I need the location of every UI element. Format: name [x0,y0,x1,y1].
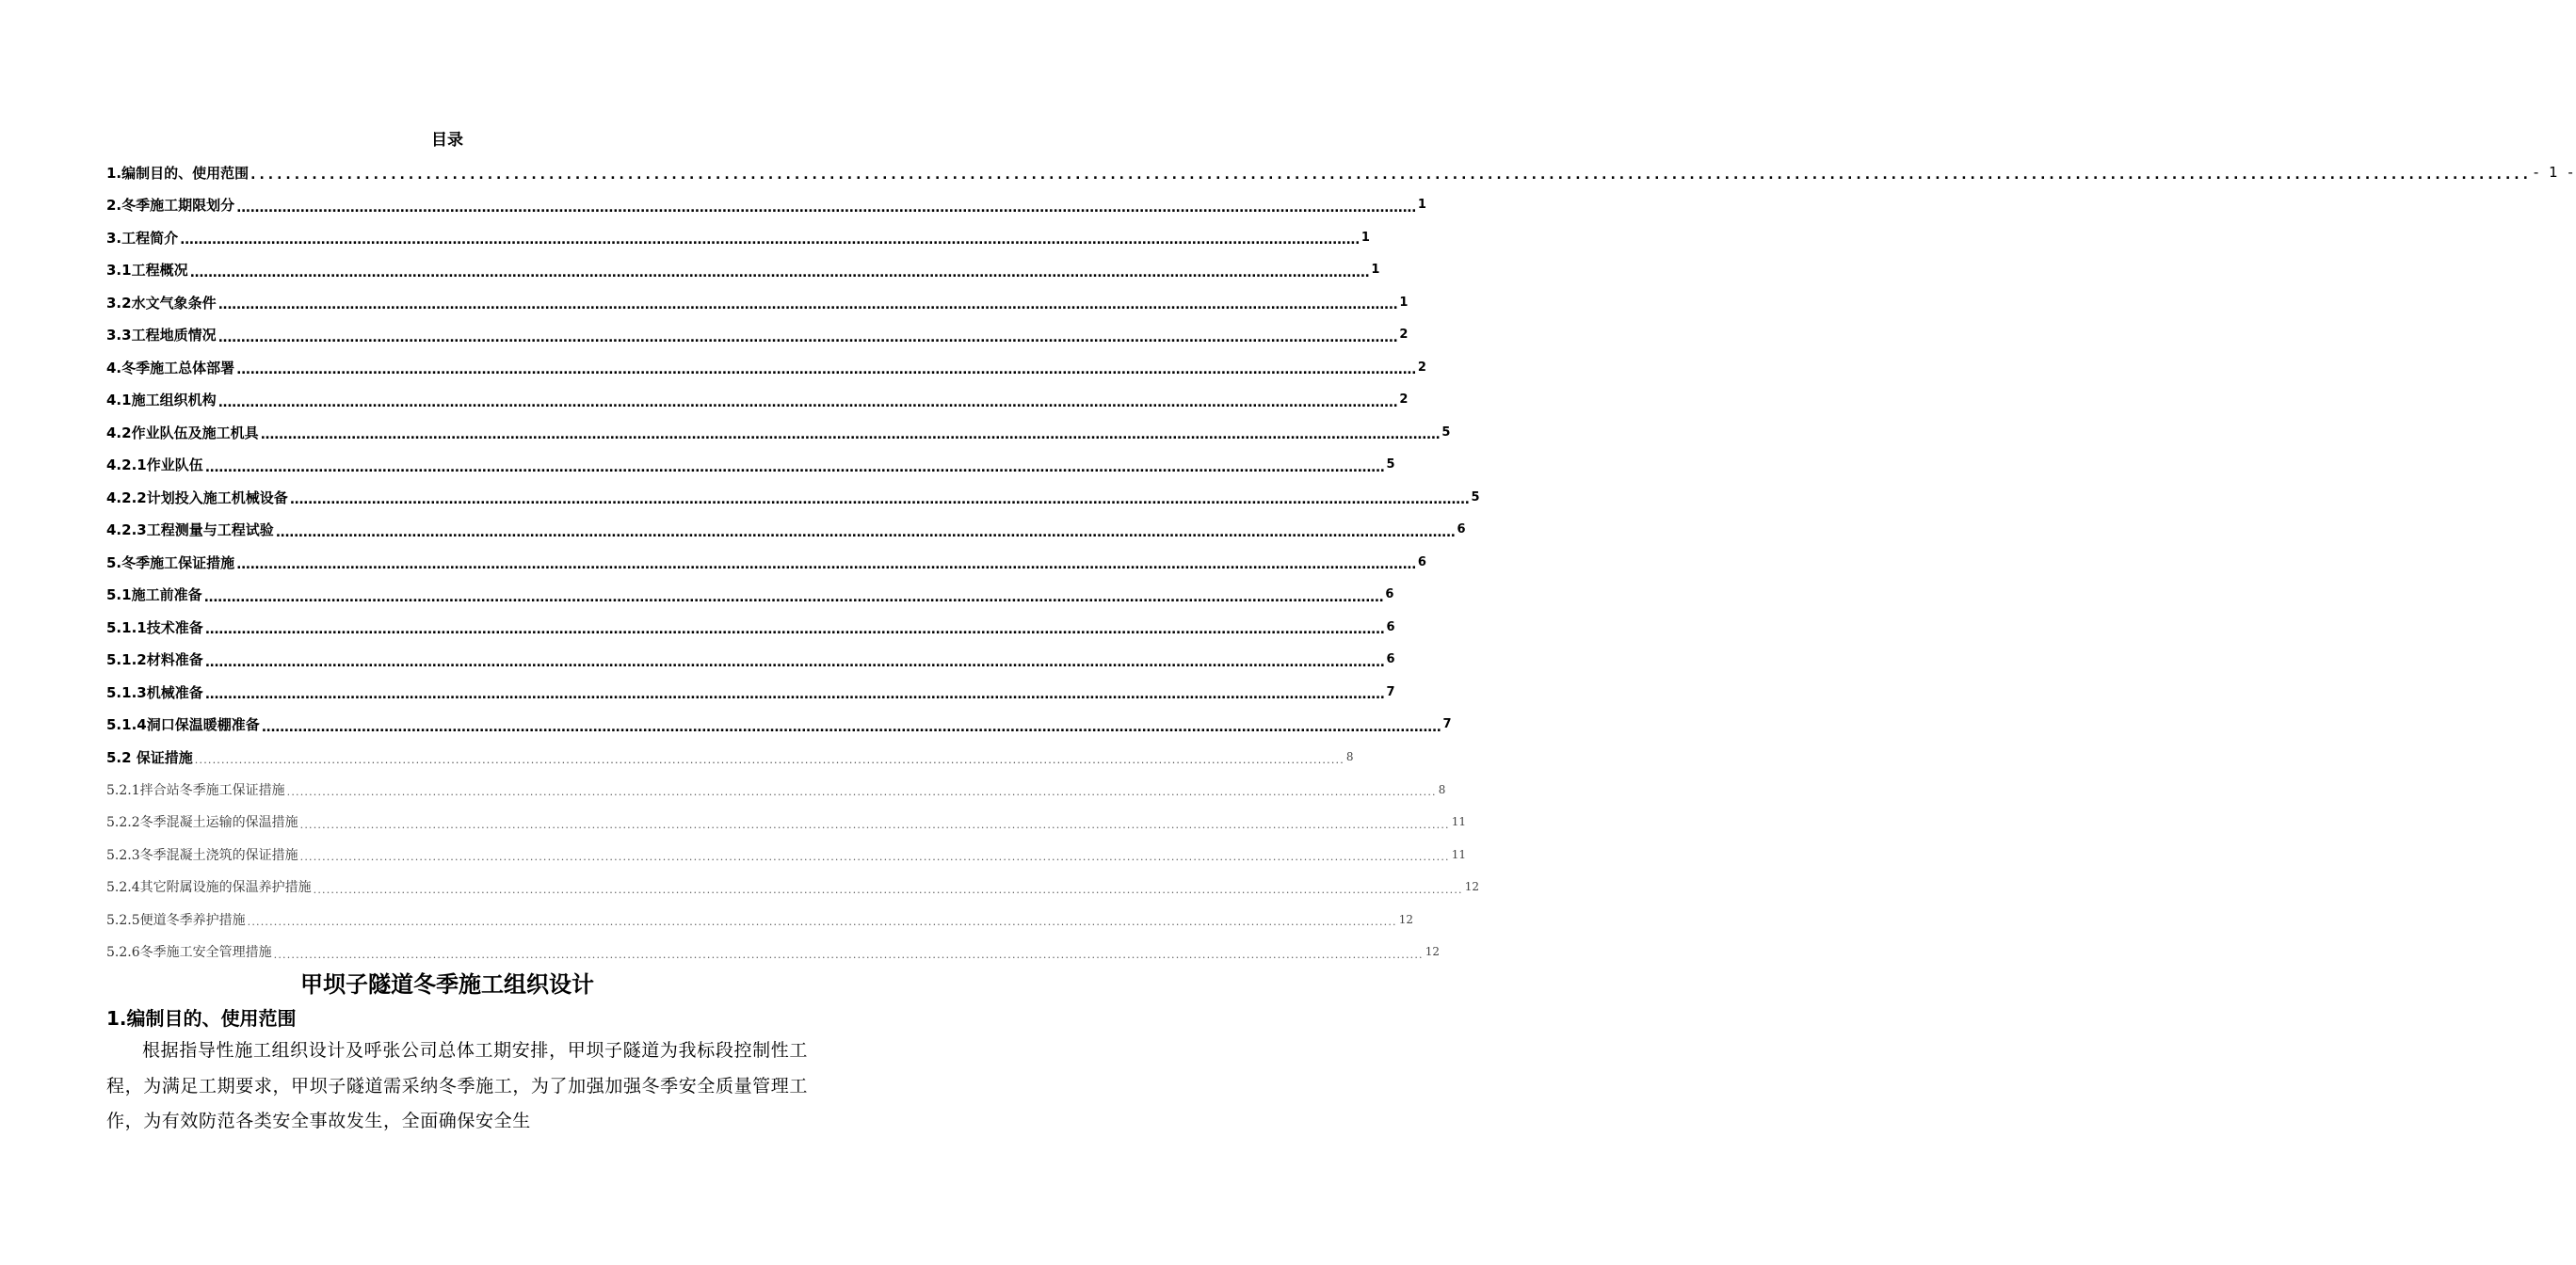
toc-entry-page: 7 [1442,717,1452,732]
toc-entry-label: 5.冬季施工保证措施 [106,553,235,571]
toc-dot-leader: .................................................................................................................................................................................................................................................................... [260,427,1441,443]
toc-title: 目录 [431,131,463,150]
toc-entry-page: 8 [1345,750,1354,764]
toc-entry[interactable] [106,449,1395,482]
toc-entry-label: 4.2.2计划投入施工机械设备 [106,488,288,506]
toc-dot-leader: .................................................................................................................................................................................................................................................................... [217,329,1398,345]
toc-entry[interactable] [106,579,1394,612]
toc-entry-page: 6 [1386,619,1395,634]
toc-entry[interactable] [106,481,1480,514]
toc-entry-page: 11 [1451,847,1467,861]
toc-entry-page: 8 [1438,782,1446,796]
toc-entry-label: 4.冬季施工总体部署 [106,359,235,376]
toc-entry-page: 12 [1398,912,1414,926]
toc-entry-label: 5.2.3冬季混凝土浇筑的保证措施 [106,847,298,863]
section-heading: 1.编制目的、使用范围 [106,1007,297,1030]
toc-entry-label: 4.2作业队伍及施工机具 [106,424,259,441]
toc-entry-page: 2 [1399,392,1409,408]
toc-dot-leader: .................................................................................................................................................................................................................................................................... [236,200,1416,216]
toc-entry-page: 2 [1399,328,1409,343]
toc-dot-leader: .................................................................................................................................................................................................................................................................... [236,557,1416,573]
toc-entry[interactable] [106,254,1380,287]
toc-entry[interactable] [106,644,1395,677]
toc-entry-label: 5.2.6冬季施工安全管理措施 [106,945,272,961]
toc-dot-leader: .................................................................................................................................................................................................................................................................... [180,232,1360,248]
toc-entry-page: 12 [1425,945,1441,959]
toc-entry[interactable] [106,611,1395,644]
toc-entry-page: 5 [1441,424,1451,440]
toc-entry[interactable] [106,351,1426,384]
toc-entry-label: 5.2.1拌合站冬季施工保证措施 [106,782,285,798]
toc-entry[interactable] [106,221,1370,254]
toc-entry[interactable] [106,839,1467,872]
toc-entry[interactable] [106,709,1452,742]
toc-dot-leader: .................................................................................................................................................................................................................................................................... [236,362,1416,378]
toc-entry-label: 4.2.1作业队伍 [106,456,203,474]
toc-entry-page: 6 [1417,554,1426,569]
toc-entry-label: 3.2水文气象条件 [106,294,217,312]
toc-dot-leader: .................................................................................................................................................................................................................................................................... [261,719,1441,735]
toc-entry-label: 5.1.4洞口保温暖棚准备 [106,716,260,734]
toc-dot-leader: .................................................................................................................................................................................................................................................................... [217,394,1398,410]
toc-entry[interactable] [106,286,1409,319]
toc-dot-leader: .................................................................................................................................................................................................................................................................... [204,459,1385,475]
toc-entry-page: 2 [1417,360,1426,375]
toc-entry[interactable] [106,514,1466,547]
toc-dot-leader: .................................................................................................................................................................................................................................................................... [273,948,1424,961]
toc-entry-label: 5.1.3机械准备 [106,683,203,701]
toc-entry-label: 4.1施工组织机构 [106,392,217,409]
toc-entry-page: 6 [1386,652,1395,667]
toc-dot-leader: .................................................................................................................................................................................................................................................................... [204,654,1385,670]
toc-dot-leader: .................................................................................................................................................................................................................................................................... [217,297,1398,313]
toc-entry-label: 4.2.3工程测量与工程试验 [106,521,274,539]
toc-dot-leader: .................................................................................................................................................................................................................................................................... [275,524,1456,540]
toc-entry-page: 1 [1399,295,1409,310]
toc-entry-page: 6 [1457,522,1466,537]
toc-entry-label: 5.2.4其它附属设施的保温养护措施 [106,880,312,896]
toc-entry-page: 1 [1360,230,1370,245]
toc-entry-label: 5.2.2冬季混凝土运输的保温措施 [106,815,298,831]
toc-entry[interactable] [106,319,1409,352]
toc-entry[interactable] [106,774,1446,807]
toc-entry-page: 12 [1464,880,1480,894]
toc-entry[interactable] [106,806,1467,839]
toc-entry-label: 3.工程简介 [106,229,179,247]
toc-entry-label: 2.冬季施工期限划分 [106,197,235,215]
toc-dot-leader: .................................................................................................................................................................................................................................................................... [250,168,2532,184]
toc-entry-label: 3.3工程地质情况 [106,327,217,344]
toc-entry[interactable] [106,871,1480,904]
toc-entry-label: 5.1施工前准备 [106,586,202,604]
toc-entry[interactable] [106,156,2576,189]
toc-entry[interactable] [106,676,1395,709]
toc-dot-leader: .................................................................................................................................................................................................................................................................... [299,818,1450,831]
toc-entry[interactable] [106,546,1426,579]
toc-entry-page: 7 [1386,684,1395,699]
toc-dot-leader: .................................................................................................................................................................................................................................................................... [203,589,1384,605]
toc-dot-leader: .................................................................................................................................................................................................................................................................... [313,883,1463,896]
toc-entry[interactable] [106,741,1354,774]
toc-entry-label: 3.1工程概况 [106,262,188,280]
toc-dot-leader: .................................................................................................................................................................................................................................................................... [286,786,1437,799]
toc-entry-page: 1 [1417,198,1426,213]
toc-entry-page: 5 [1386,457,1395,472]
toc-dot-leader: .................................................................................................................................................................................................................................................................... [289,492,1470,508]
toc-entry-label: 5.2 保证措施 [106,748,193,766]
toc-dot-leader: .................................................................................................................................................................................................................................................................... [299,851,1450,864]
document-title: 甲坝子隧道冬季施工组织设计 [300,971,594,998]
table-of-contents [106,156,2576,969]
toc-entry[interactable] [106,384,1409,417]
toc-entry-label: 5.1.2材料准备 [106,651,203,669]
toc-dot-leader: .................................................................................................................................................................................................................................................................... [189,264,1370,280]
toc-entry-page: - 1 - [2533,164,2576,182]
toc-dot-leader: .................................................................................................................................................................................................................................................................... [194,753,1344,766]
toc-dot-leader: .................................................................................................................................................................................................................................................................... [204,622,1385,638]
toc-dot-leader: .................................................................................................................................................................................................................................................................... [247,916,1397,929]
toc-entry-label: 1.编制目的、使用范围 [106,164,250,182]
toc-entry-page: 1 [1371,263,1380,278]
toc-entry[interactable] [106,904,1414,937]
toc-entry-page: 11 [1451,815,1467,829]
toc-entry-label: 5.2.5便道冬季养护措施 [106,912,246,928]
toc-entry[interactable] [106,189,1426,222]
toc-entry[interactable] [106,416,1451,449]
toc-entry-label: 5.1.1技术准备 [106,618,203,636]
body-paragraph: 根据指导性施工组织设计及呼张公司总体工期安排，甲坝子隧道为我标段控制性工程，为满足工期要求，甲坝子隧道需采纳冬季施工，为了加强加强冬季安全质量管理工作，为有效防范各类安全事故发生，全面确保安全生 [106,1040,808,1131]
toc-dot-leader: .................................................................................................................................................................................................................................................................... [204,687,1385,703]
toc-entry-page: 6 [1385,587,1394,602]
toc-entry-page: 5 [1471,489,1480,504]
toc-entry[interactable] [106,936,1441,969]
